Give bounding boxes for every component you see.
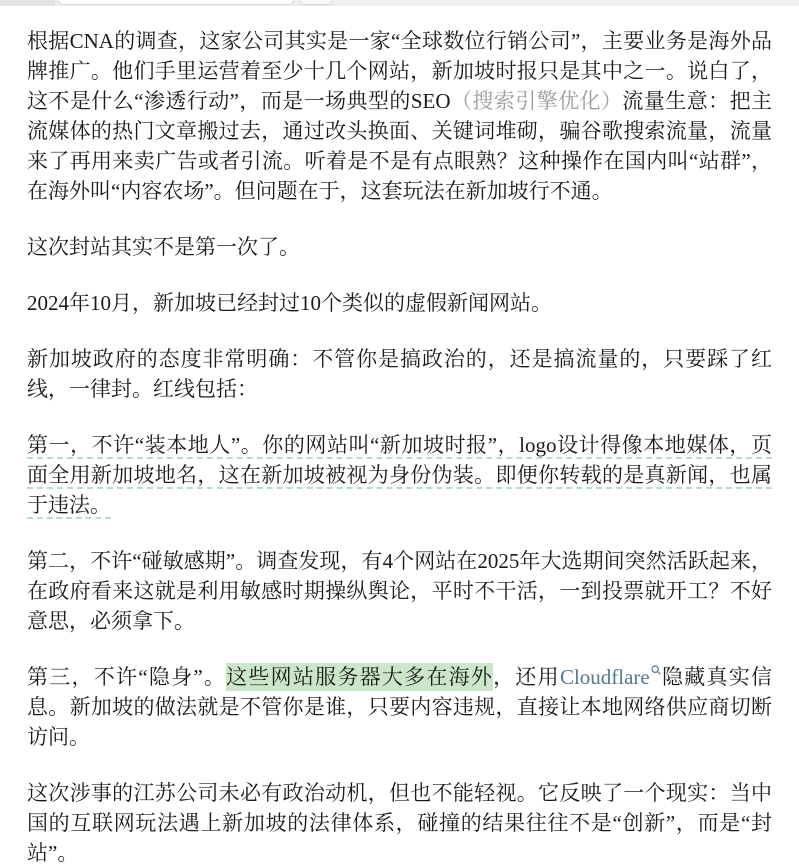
paragraph-8: [27, 778, 772, 868]
p5-dotted-underlined-text: 第一，不许“装本地人”。你的网站叫“新加坡时报”，logo设计得像本地媒体，页面全用新加坡地名，这在新加坡被视为身份伪装。即便你转载的是真新闻，也属于违法。: [27, 433, 772, 517]
p1-gray-annotation: （搜索引擎优化）: [450, 89, 623, 113]
p4-text: 新加坡政府的态度非常明确：不管你是搞政治的，还是搞流量的，只要踩了红线，一律封。红线包括：: [27, 347, 772, 401]
paragraph-3: [27, 288, 772, 318]
p3-text: 2024年10月，新加坡已经封过10个类似的虚假新闻网站。: [27, 291, 552, 315]
paragraph-4: [27, 344, 772, 404]
toolbar-button-fragment[interactable]: [299, 0, 333, 5]
p7-text-pre: 第三，不许“隐身”。: [27, 665, 227, 689]
p8-text: 这次涉事的江苏公司未必有政治动机，但也不能轻视。它反映了一个现实：当中国的互联网玩法遇上新加坡的法律体系，碰撞的结果往往不是“创新”，而是“封站”。: [27, 781, 772, 865]
p6-text: 第二，不许“碰敏感期”。调查发现，有4个网站在2025年大选期间突然活跃起来，在政府看来这就是利用敏感时期操纵舆论，平时不干活，一到投票就开工？不好意思，必须拿下。: [27, 549, 772, 633]
cloudflare-link-label: Cloudflare: [559, 665, 650, 689]
browser-chrome-strip: [0, 0, 799, 6]
cloudflare-link[interactable]: [560, 665, 661, 689]
search-icon: [651, 665, 661, 675]
paragraph-6: [27, 546, 772, 636]
address-bar-fragment[interactable]: [57, 0, 295, 5]
browser-toolbar-fragment: [0, 0, 55, 6]
p1-text-pre: 根据CNA的调查，这家公司其实是一家“全球数位行销公司”，主要业务是海外品牌推广。他们手里运营着至少十几个网站，新加坡时报只是其中之一。说白了，这不是什么“渗透行动”，而是一场典型的SEO: [27, 29, 772, 113]
paragraph-1: [27, 26, 772, 206]
paragraph-2: [27, 232, 772, 262]
p7-text-mid: ，还用: [493, 665, 560, 689]
highlighted-phrase: 这些网站服务器大多在海外: [226, 665, 494, 689]
p2-text: 这次封站其实不是第一次了。: [27, 235, 300, 259]
paragraph-5: [27, 430, 772, 520]
article-body: [0, 6, 799, 868]
p7-text-post: 隐藏真实信息。新加坡的做法就是不管你是谁，只要内容违规，直接让本地网络供应商切断访问。: [27, 665, 773, 749]
paragraph-7: [27, 662, 772, 752]
p1-text-post: 流量生意：把主流媒体的热门文章搬过去，通过改头换面、关键词堆砌，骗谷歌搜索流量，流量来了再用来卖广告或者引流。听着是不是有点眼熟？这种操作在国内叫“站群”，在海外叫“内容农场”。但问题在于，这套玩法在新加坡行不通。: [27, 89, 773, 203]
